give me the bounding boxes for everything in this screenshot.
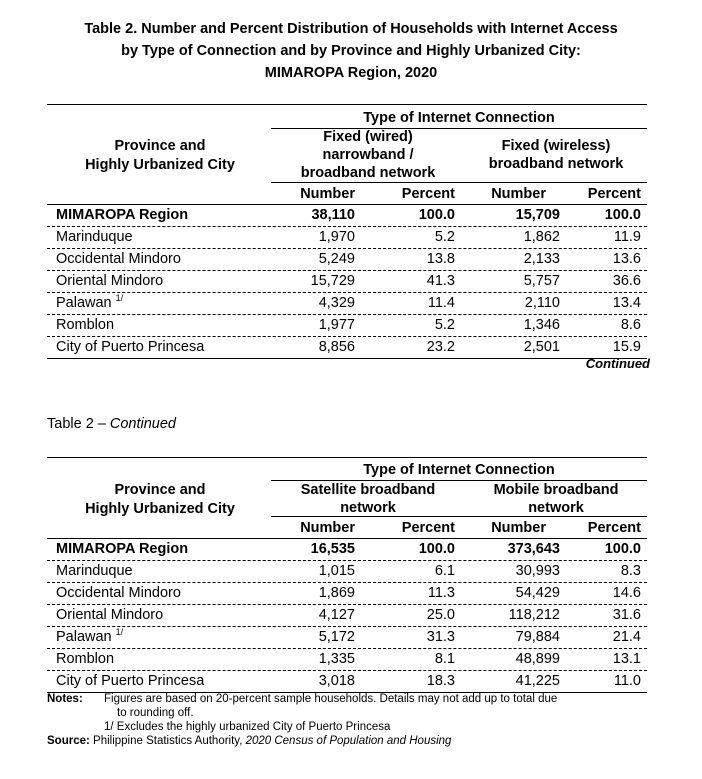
table-cell: 8.3 (620, 563, 641, 579)
stub-header-line: Province and (114, 138, 206, 154)
column-group-header-line: Fixed (wireless) (501, 138, 611, 154)
table-cell: 13.8 (426, 251, 455, 267)
table-cell: 14.6 (612, 585, 641, 601)
subheader-top-rule (271, 516, 647, 517)
footnote-marker: 1/ (115, 627, 124, 638)
row-label-text: Occidental Mindoro (56, 251, 181, 267)
column-header-percent: Percent (587, 520, 641, 536)
table-cell: 13.4 (612, 295, 641, 311)
row-separator (47, 336, 647, 337)
table-title (0, 18, 702, 84)
title-line-1: Table 2. Number and Percent Distribution of Households with Internet Access (84, 21, 618, 37)
row-label (56, 628, 271, 646)
row-separator (47, 670, 647, 671)
table-cell: 100.0 (604, 541, 641, 557)
table-cell: 41,225 (515, 673, 560, 689)
table-cell: 31.6 (612, 607, 641, 623)
table-cell: 8.6 (620, 317, 641, 333)
row-label (56, 650, 271, 668)
column-group-header (271, 481, 465, 517)
row-label-text: Marinduque (56, 563, 133, 579)
group-header: Type of Internet Connection (363, 110, 555, 126)
row-label (56, 562, 271, 580)
footnote-marker: 1/ (115, 293, 124, 304)
row-separator (47, 648, 647, 649)
source-label: Source: (47, 735, 90, 747)
table-cell: 11.3 (427, 585, 455, 601)
row-label (56, 606, 271, 624)
table-cell: 13.6 (612, 251, 641, 267)
row-label (56, 672, 271, 690)
row-label-text: Romblon (56, 317, 115, 333)
column-group-header-line: broadband network (488, 156, 624, 172)
table-cell: 11.4 (427, 295, 455, 311)
column-group-header (465, 481, 647, 517)
column-group-header-line: Fixed (wired) (323, 129, 413, 145)
table-cell: 1,977 (318, 317, 355, 333)
table-top-rule (47, 457, 647, 458)
header-bottom-rule (47, 538, 647, 539)
table-cell: 100.0 (418, 207, 455, 223)
table-top-rule (47, 104, 647, 105)
table-cell: 100.0 (604, 207, 641, 223)
table-cell: 118,212 (508, 607, 560, 623)
row-label (56, 272, 271, 290)
table-cell: 13.1 (612, 651, 641, 667)
column-header-percent: Percent (587, 186, 641, 202)
group-header: Type of Internet Connection (363, 462, 555, 478)
row-separator (47, 626, 647, 627)
table-cell: 16,535 (310, 541, 355, 557)
title-line-3: MIMAROPA Region, 2020 (264, 65, 438, 81)
source-text: Philippine Statistics Authority, (89, 735, 246, 747)
table-cell: 41.3 (426, 273, 455, 289)
row-separator (47, 314, 647, 315)
row-label (56, 540, 271, 558)
row-label (56, 206, 271, 224)
stub-header-line: Province and (114, 482, 206, 498)
row-separator (47, 292, 647, 293)
row-label-text: MIMAROPA Region (56, 541, 189, 557)
column-header-percent: Percent (401, 186, 455, 202)
column-header-percent: Percent (401, 520, 455, 536)
table-cell: 15.9 (612, 339, 641, 355)
table-cell: 1,869 (318, 585, 355, 601)
notes-line-1: Figures are based on 20-percent sample households. Details may not add up to total due (104, 693, 558, 705)
row-label-text: Romblon (56, 651, 115, 667)
table-cell: 5,172 (318, 629, 355, 645)
title-line-2: by Type of Connection and by Province and Highly Urbanized City: (121, 43, 581, 59)
table-cell: 48,899 (515, 651, 560, 667)
row-separator (47, 248, 647, 249)
source-title: 2020 Census of Population and Housing (245, 735, 452, 747)
column-group-header (465, 137, 647, 173)
notes-label: Notes: (47, 693, 83, 705)
row-label (56, 250, 271, 268)
table-cell: 8,856 (318, 339, 355, 355)
table-cell: 79,884 (515, 629, 560, 645)
table-cell: 38,110 (311, 207, 355, 223)
table-cell: 8.1 (434, 651, 455, 667)
column-group-header-line: network (340, 500, 396, 516)
table-cell: 23.2 (426, 339, 455, 355)
row-label-text: Oriental Mindoro (56, 607, 164, 623)
table-cell: 25.0 (426, 607, 455, 623)
row-separator (47, 270, 647, 271)
table-cell: 2,133 (523, 251, 560, 267)
row-separator (47, 582, 647, 583)
row-label (56, 338, 271, 356)
table-cell: 1,335 (318, 651, 355, 667)
subheader-top-rule (271, 182, 647, 183)
column-group-header (271, 128, 465, 182)
table-cell: 31.3 (426, 629, 455, 645)
header-bottom-rule (47, 204, 647, 205)
table-cell: 5.2 (434, 229, 455, 245)
row-label-text: Palawan (56, 629, 112, 645)
stub-header-line: Highly Urbanized City (85, 157, 235, 173)
table-cell: 21.4 (612, 629, 641, 645)
table-cell: 1,862 (523, 229, 560, 245)
table-bottom-rule (47, 358, 647, 359)
table-cell: 4,127 (318, 607, 355, 623)
table-cell: 5,757 (523, 273, 560, 289)
table-2-label: Table 2 (47, 416, 94, 432)
table-cell: 11.0 (613, 673, 641, 689)
row-label-text: Palawan (56, 295, 112, 311)
column-header-number: Number (300, 520, 355, 536)
column-group-header-line: network (528, 500, 584, 516)
table-cell: 54,429 (515, 585, 560, 601)
row-label-text: Oriental Mindoro (56, 273, 164, 289)
row-label-text: City of Puerto Princesa (56, 673, 205, 689)
continued-label: Continued (585, 356, 650, 371)
row-separator (47, 226, 647, 227)
table-cell: 15,729 (310, 273, 355, 289)
table-cell: 11.9 (613, 229, 641, 245)
row-label (56, 316, 271, 334)
row-label (56, 294, 271, 312)
table-cell: 1,346 (523, 317, 560, 333)
column-header-number: Number (491, 186, 546, 202)
stub-header (60, 481, 260, 519)
row-label (56, 584, 271, 602)
row-label-text: Marinduque (56, 229, 133, 245)
column-group-header-line: narrowband / (322, 147, 414, 163)
table-cell: 1,015 (318, 563, 355, 579)
column-group-header-line: Satellite broadband (300, 482, 436, 498)
table-cell: 1,970 (318, 229, 355, 245)
table-cell: 30,993 (515, 563, 560, 579)
table-cell: 18.3 (426, 673, 455, 689)
table-cell: 4,329 (318, 295, 355, 311)
table-cell: 3,018 (318, 673, 355, 689)
column-group-header-line: Mobile broadband (493, 482, 619, 498)
stub-header-line: Highly Urbanized City (85, 501, 235, 517)
table-2-continued-label (47, 416, 176, 432)
stub-header (60, 137, 260, 175)
row-separator (47, 604, 647, 605)
table-2-continued-text: Continued (109, 416, 176, 432)
row-label-text: Occidental Mindoro (56, 585, 181, 601)
table-cell: 373,643 (507, 541, 560, 557)
table-cell: 100.0 (418, 541, 455, 557)
table-cell: 5,249 (318, 251, 355, 267)
table-cell: 6.1 (434, 563, 455, 579)
notes-line-3: 1/ Excludes the highly urbanized City of Puerto Princesa (104, 721, 391, 733)
row-label-text: MIMAROPA Region (56, 207, 189, 223)
table-2-dash: – (93, 416, 110, 432)
column-group-header-line: broadband network (300, 165, 436, 181)
row-label (56, 228, 271, 246)
column-header-number: Number (300, 186, 355, 202)
notes-line-2: to rounding off. (117, 707, 194, 719)
row-label-text: City of Puerto Princesa (56, 339, 205, 355)
notes-section (47, 692, 558, 748)
table-cell: 36.6 (612, 273, 641, 289)
table-cell: 5.2 (434, 317, 455, 333)
table-cell: 15,709 (515, 207, 560, 223)
table-cell: 2,501 (523, 339, 560, 355)
table-cell: 2,110 (524, 295, 560, 311)
row-separator (47, 560, 647, 561)
column-header-number: Number (491, 520, 546, 536)
